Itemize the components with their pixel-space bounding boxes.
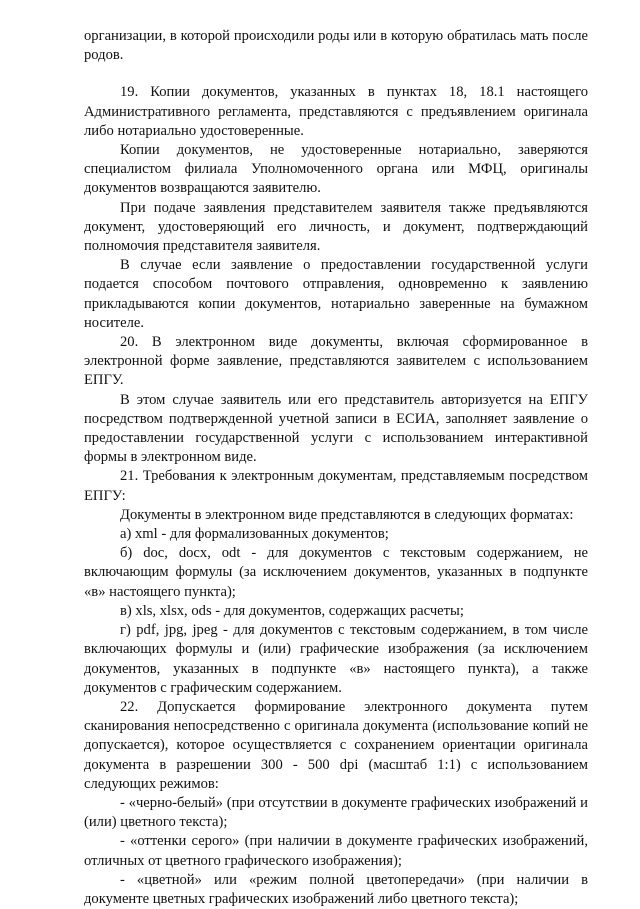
paragraph-19: 19. Копии документов, указанных в пунктах 18, 18.1 настоящего Административного регламента, представляются с предъявлением оригинала либо нотариально удостоверенные. [84, 84, 588, 139]
paragraph-gap [84, 65, 588, 83]
list-item-g: г) pdf, jpg, jpeg - для документов с текстовым содержанием, в том числе включающих формулы и (или) графические изображения (за исключением документов, указанных в подпункте «в» настоящего пункта), а также документов с графическим содержанием. [84, 622, 588, 696]
list-item-b: б) doc, docx, odt - для документов с текстовым содержанием, не включающим формулы (за исключением документов, указанных в подпункте «в» настоящего пункта); [84, 545, 588, 600]
list-item-bw: - «черно-белый» (при отсутствии в документе графических изображений и (или) цветного текста); [84, 794, 588, 831]
paragraph-continuation: организации, в которой происходили роды или в которую обратилась мать после родов. [84, 28, 588, 64]
paragraph-formats: Документы в электронном виде представляются в следующих форматах: [120, 506, 574, 523]
paragraph-20: 20. В электронном виде документы, включая сформированное в электронной форме заявление, представляются заявителем с использованием ЕПГУ. [84, 334, 588, 389]
list-item-a: а) xml - для формализованных документов; [120, 526, 389, 543]
paragraph-22: 22. Допускается формирование электронного документа путем сканирования непосредственно с оригинала документа (использование копий не допускается), которое осуществляется с сохранением ориентации оригинала документа в разрешении 300 - 500 dpi (масштаб 1:1) с использованием следующих режимов: [84, 698, 588, 792]
list-item-gray: - «оттенки серого» (при наличии в документе графических изображений, отличных от цветного графического изображения); [84, 833, 588, 869]
list-item-color: - «цветной» или «режим полной цветопередачи» (при наличии в документе цветных графических изображений либо цветного текста); [84, 871, 588, 907]
paragraph-epgu-auth: В этом случае заявитель или его представитель авторизуется на ЕПГУ посредством подтвержденной учетной записи в ЕСИА, заполняет заявление о предоставлении государственной услуги с использованием интерактивной формы в электронном виде. [84, 391, 588, 466]
paragraph-representative: При подаче заявления представителем заявителя также предъявляются документ, удостоверяющий его личность, и документ, подтверждающий полномочия представителя заявителя. [84, 199, 588, 255]
paragraph-copies-certified: Копии документов, не удостоверенные нотариально, заверяются специалистом филиала Уполномоченного органа или МФЦ, оригиналы документов возвращаются заявителю. [84, 142, 588, 197]
paragraph-postal: В случае если заявление о предоставлении государственной услуги подается способом почтового отправления, одновременно к заявлению прикладываются копии документов, нотариально заверенные на бумажном носителе. [84, 257, 588, 331]
list-item-v: в) xls, xlsx, ods - для документов, содержащих расчеты; [120, 602, 464, 619]
paragraph-21: 21. Требования к электронным документам, представляемым посредством ЕПГУ: [84, 468, 588, 504]
